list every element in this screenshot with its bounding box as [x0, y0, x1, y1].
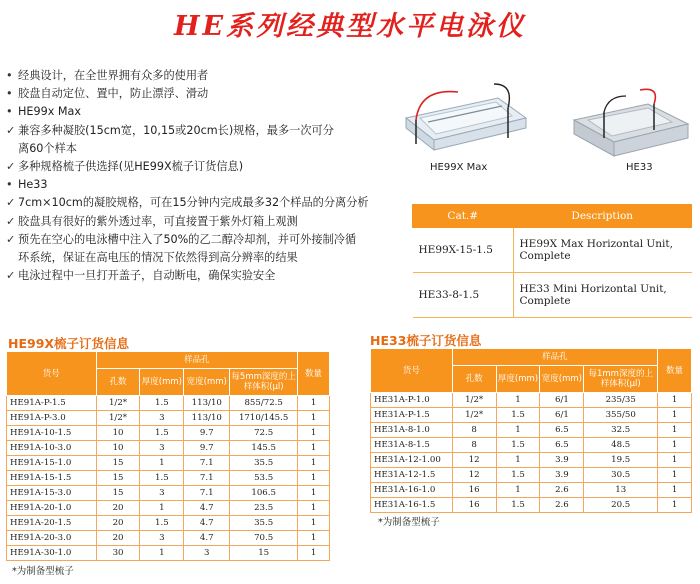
- table-cell: 355/50: [584, 408, 658, 423]
- table-cell: 1.5: [140, 516, 184, 531]
- table-cell: 1: [658, 423, 692, 438]
- table-row: [371, 408, 692, 423]
- table-cell: 1: [140, 456, 184, 471]
- table-cell: 3.9: [540, 468, 584, 483]
- comb-header-group: 样品孔: [452, 349, 657, 366]
- table-cell: 6/1: [540, 393, 584, 408]
- table-cell: 6.5: [540, 423, 584, 438]
- table-cell: 3: [140, 411, 184, 426]
- table-cell: 30.5: [584, 468, 658, 483]
- table-cell: 1: [298, 516, 330, 531]
- table-cell: HE31A-8-1.0: [371, 423, 453, 438]
- table-cell: 1: [658, 453, 692, 468]
- table-cell: 1/2*: [452, 408, 496, 423]
- table-cell: 855/72.5: [230, 396, 298, 411]
- table-cell: 1: [298, 396, 330, 411]
- comb-header-width: 宽度(mm): [184, 369, 230, 396]
- table-cell: 12: [452, 453, 496, 468]
- table-cell: 1/2*: [452, 393, 496, 408]
- table-row: [371, 423, 692, 438]
- table-cell: 15: [96, 456, 140, 471]
- table-row: [7, 456, 330, 471]
- check-icon: ✓: [6, 123, 16, 137]
- catalog-code: HE33-8-1.5: [413, 273, 514, 318]
- check-icon: ✓: [6, 232, 16, 246]
- he33-combs-title: HE33梳子订货信息: [370, 333, 482, 348]
- comb-header-thickness: 厚度(mm): [140, 369, 184, 396]
- table-cell: HE91A-20-3.0: [7, 531, 97, 546]
- table-cell: 1: [658, 483, 692, 498]
- table-cell: 20: [96, 501, 140, 516]
- table-cell: 10: [96, 426, 140, 441]
- table-cell: 15: [96, 486, 140, 501]
- table-cell: 6/1: [540, 408, 584, 423]
- table-cell: 1: [658, 408, 692, 423]
- table-cell: 10: [96, 441, 140, 456]
- table-cell: 70.5: [230, 531, 298, 546]
- feature-item: • 经典设计，在全世界拥有众多的使用者: [6, 67, 406, 85]
- page-title: HE系列经典型水平电泳仪: [173, 11, 527, 42]
- table-row: [7, 441, 330, 456]
- comb-header-code: 货号: [7, 352, 97, 396]
- table-cell: HE31A-16-1.0: [371, 483, 453, 498]
- table-cell: 16: [452, 498, 496, 513]
- table-cell: 2.6: [540, 483, 584, 498]
- table-cell: 1/2*: [96, 411, 140, 426]
- table-row: [7, 396, 330, 411]
- table-cell: 1: [658, 468, 692, 483]
- table-cell: HE91A-30-1.0: [7, 546, 97, 561]
- table-cell: HE91A-10-1.5: [7, 426, 97, 441]
- table-cell: 106.5: [230, 486, 298, 501]
- comb-header-wells: 孔数: [96, 369, 140, 396]
- catalog-code: HE99X-15-1.5: [413, 228, 514, 273]
- comb-header-row: [371, 349, 692, 366]
- table-cell: 1: [298, 501, 330, 516]
- table-row: [371, 498, 692, 513]
- table-cell: HE91A-15-1.5: [7, 471, 97, 486]
- table-cell: 3: [140, 486, 184, 501]
- catalog-header-row: [413, 205, 692, 228]
- table-cell: 145.5: [230, 441, 298, 456]
- table-cell: 1.5: [496, 438, 540, 453]
- table-row: [7, 531, 330, 546]
- table-cell: 1: [496, 483, 540, 498]
- he99x-note: *为制备型梳子: [12, 566, 74, 577]
- table-cell: 1: [658, 438, 692, 453]
- table-cell: 1.5: [140, 471, 184, 486]
- table-cell: 1: [496, 453, 540, 468]
- table-row: [371, 393, 692, 408]
- table-cell: 1: [298, 441, 330, 456]
- table-cell: 1.5: [496, 408, 540, 423]
- catalog-table: [412, 204, 692, 318]
- table-row: [7, 486, 330, 501]
- table-cell: 7.1: [184, 456, 230, 471]
- table-cell: 1: [298, 426, 330, 441]
- table-cell: 1: [298, 456, 330, 471]
- bullet-icon: •: [6, 178, 13, 192]
- feature-item: • 胶盘自动定位、置中，防止漂浮、滑动: [6, 85, 406, 103]
- comb-header-qty: 数量: [298, 352, 330, 396]
- table-cell: 1: [298, 486, 330, 501]
- table-cell: 7.1: [184, 471, 230, 486]
- table-cell: 1.5: [496, 468, 540, 483]
- table-cell: 20: [96, 531, 140, 546]
- table-cell: HE91A-P-1.5: [7, 396, 97, 411]
- table-cell: 23.5: [230, 501, 298, 516]
- table-cell: 7.1: [184, 486, 230, 501]
- table-cell: 1: [298, 411, 330, 426]
- bullet-icon: •: [6, 87, 13, 101]
- table-cell: 48.5: [584, 438, 658, 453]
- table-cell: 16: [452, 483, 496, 498]
- bullet-icon: •: [6, 69, 13, 82]
- table-cell: 15: [96, 471, 140, 486]
- feature-item: 离60个样本: [18, 141, 77, 155]
- table-cell: 35.5: [230, 516, 298, 531]
- he99x-combs-title: HE99X梳子订货信息: [8, 336, 130, 351]
- catalog-header-cat: Cat.#: [413, 205, 514, 228]
- table-cell: 4.7: [184, 516, 230, 531]
- feature-item: • He33: [6, 176, 406, 194]
- feature-item: ✓ 7cm×10cm的凝胶规格，可在15分钟内完成最多32个样品的分离分析: [6, 194, 406, 212]
- table-cell: 35.5: [230, 456, 298, 471]
- table-cell: 15: [230, 546, 298, 561]
- table-cell: 1: [496, 423, 540, 438]
- table-cell: 4.7: [184, 501, 230, 516]
- table-cell: 3: [184, 546, 230, 561]
- comb-header-group: 样品孔: [96, 352, 298, 369]
- catalog-row: [413, 228, 692, 273]
- table-cell: HE91A-15-1.0: [7, 456, 97, 471]
- comb-header-row: [7, 352, 330, 369]
- table-cell: HE91A-20-1.5: [7, 516, 97, 531]
- table-cell: 19.5: [584, 453, 658, 468]
- table-cell: HE31A-12-1.00: [371, 453, 453, 468]
- he99x-max-label: HE99X Max: [430, 162, 488, 173]
- comb-header-volume: 每5mm深度的上样体积(μl): [230, 369, 298, 396]
- feature-item: ✓ 胶盘具有很好的紫外透过率，可直接置于紫外灯箱上观测: [6, 213, 406, 231]
- table-row: [7, 471, 330, 486]
- table-row: [7, 411, 330, 426]
- feature-list: [6, 67, 406, 285]
- he99x-combs-table: [6, 351, 330, 561]
- table-cell: 8: [452, 423, 496, 438]
- he33-label: HE33: [626, 162, 653, 173]
- table-cell: HE91A-P-3.0: [7, 411, 97, 426]
- table-cell: 1: [658, 393, 692, 408]
- table-row: [7, 501, 330, 516]
- table-cell: HE31A-16-1.5: [371, 498, 453, 513]
- table-cell: 2.6: [540, 498, 584, 513]
- table-cell: 1: [496, 393, 540, 408]
- table-cell: 235/35: [584, 393, 658, 408]
- table-cell: 32.5: [584, 423, 658, 438]
- comb-header-wells: 孔数: [452, 366, 496, 393]
- table-cell: 3.9: [540, 453, 584, 468]
- feature-item: 环系统，保证在高电压的情况下依然得到高分辨率的结果: [18, 251, 298, 265]
- table-cell: 53.5: [230, 471, 298, 486]
- table-cell: 9.7: [184, 426, 230, 441]
- feature-item: ✓ 预先在空心的电泳槽中注入了50%的乙二醇冷却剂，并可外接制冷循: [6, 231, 406, 249]
- table-cell: 1.5: [496, 498, 540, 513]
- he99x-max-image: [398, 78, 530, 158]
- table-cell: 1: [140, 546, 184, 561]
- table-row: [7, 426, 330, 441]
- table-cell: 1: [298, 546, 330, 561]
- table-cell: HE91A-10-3.0: [7, 441, 97, 456]
- catalog-description: HE99X Max Horizontal Unit, Complete: [513, 228, 692, 273]
- table-row: [371, 438, 692, 453]
- check-icon: ✓: [6, 196, 16, 210]
- catalog-description: HE33 Mini Horizontal Unit, Complete: [513, 273, 692, 318]
- table-row: [371, 453, 692, 468]
- table-cell: 1710/145.5: [230, 411, 298, 426]
- table-cell: HE31A-P-1.5: [371, 408, 453, 423]
- table-row: [7, 546, 330, 561]
- table-cell: HE91A-15-3.0: [7, 486, 97, 501]
- table-cell: 12: [452, 468, 496, 483]
- he33-note: *为制备型梳子: [378, 517, 440, 528]
- table-cell: 1.5: [140, 396, 184, 411]
- comb-header-code: 货号: [371, 349, 453, 393]
- feature-item: ✓ 兼容多种凝胶(15cm宽，10,15或20cm长)规格，最多一次可分: [6, 122, 406, 140]
- table-cell: 1: [298, 471, 330, 486]
- check-icon: ✓: [6, 214, 16, 228]
- table-cell: 1: [298, 531, 330, 546]
- catalog-row: [413, 273, 692, 318]
- check-icon: ✓: [6, 160, 16, 174]
- table-cell: 1/2*: [96, 396, 140, 411]
- table-cell: 20.5: [584, 498, 658, 513]
- table-cell: 3: [140, 441, 184, 456]
- table-cell: 113/10: [184, 411, 230, 426]
- table-cell: 72.5: [230, 426, 298, 441]
- table-cell: 113/10: [184, 396, 230, 411]
- feature-item: ✓ 多种规格梳子供选择(见HE99X梳子订货信息): [6, 158, 406, 176]
- catalog-header-description: Description: [513, 205, 692, 228]
- table-cell: 13: [584, 483, 658, 498]
- table-cell: 3: [140, 531, 184, 546]
- table-cell: HE31A-8-1.5: [371, 438, 453, 453]
- table-row: [7, 516, 330, 531]
- table-cell: 4.7: [184, 531, 230, 546]
- table-cell: 6.5: [540, 438, 584, 453]
- table-cell: 1.5: [140, 426, 184, 441]
- table-cell: 9.7: [184, 441, 230, 456]
- table-cell: 1: [658, 498, 692, 513]
- feature-item: • HE99x Max: [6, 103, 406, 121]
- table-cell: 8: [452, 438, 496, 453]
- he33-image: [568, 82, 694, 162]
- table-cell: HE91A-20-1.0: [7, 501, 97, 516]
- table-cell: HE31A-P-1.0: [371, 393, 453, 408]
- bullet-icon: •: [6, 105, 13, 119]
- table-row: [371, 483, 692, 498]
- he33-combs-table: [370, 348, 692, 513]
- comb-header-width: 宽度(mm): [540, 366, 584, 393]
- comb-header-thickness: 厚度(mm): [496, 366, 540, 393]
- table-cell: 1: [140, 501, 184, 516]
- table-cell: HE31A-12-1.5: [371, 468, 453, 483]
- feature-item: ✓ 电泳过程中一旦打开盖子，自动断电，确保实验安全: [6, 267, 406, 285]
- table-cell: 20: [96, 516, 140, 531]
- comb-header-volume: 每1mm深度的上样体积(μl): [584, 366, 658, 393]
- table-row: [371, 468, 692, 483]
- comb-header-qty: 数量: [658, 349, 692, 393]
- table-cell: 30: [96, 546, 140, 561]
- check-icon: ✓: [6, 269, 16, 283]
